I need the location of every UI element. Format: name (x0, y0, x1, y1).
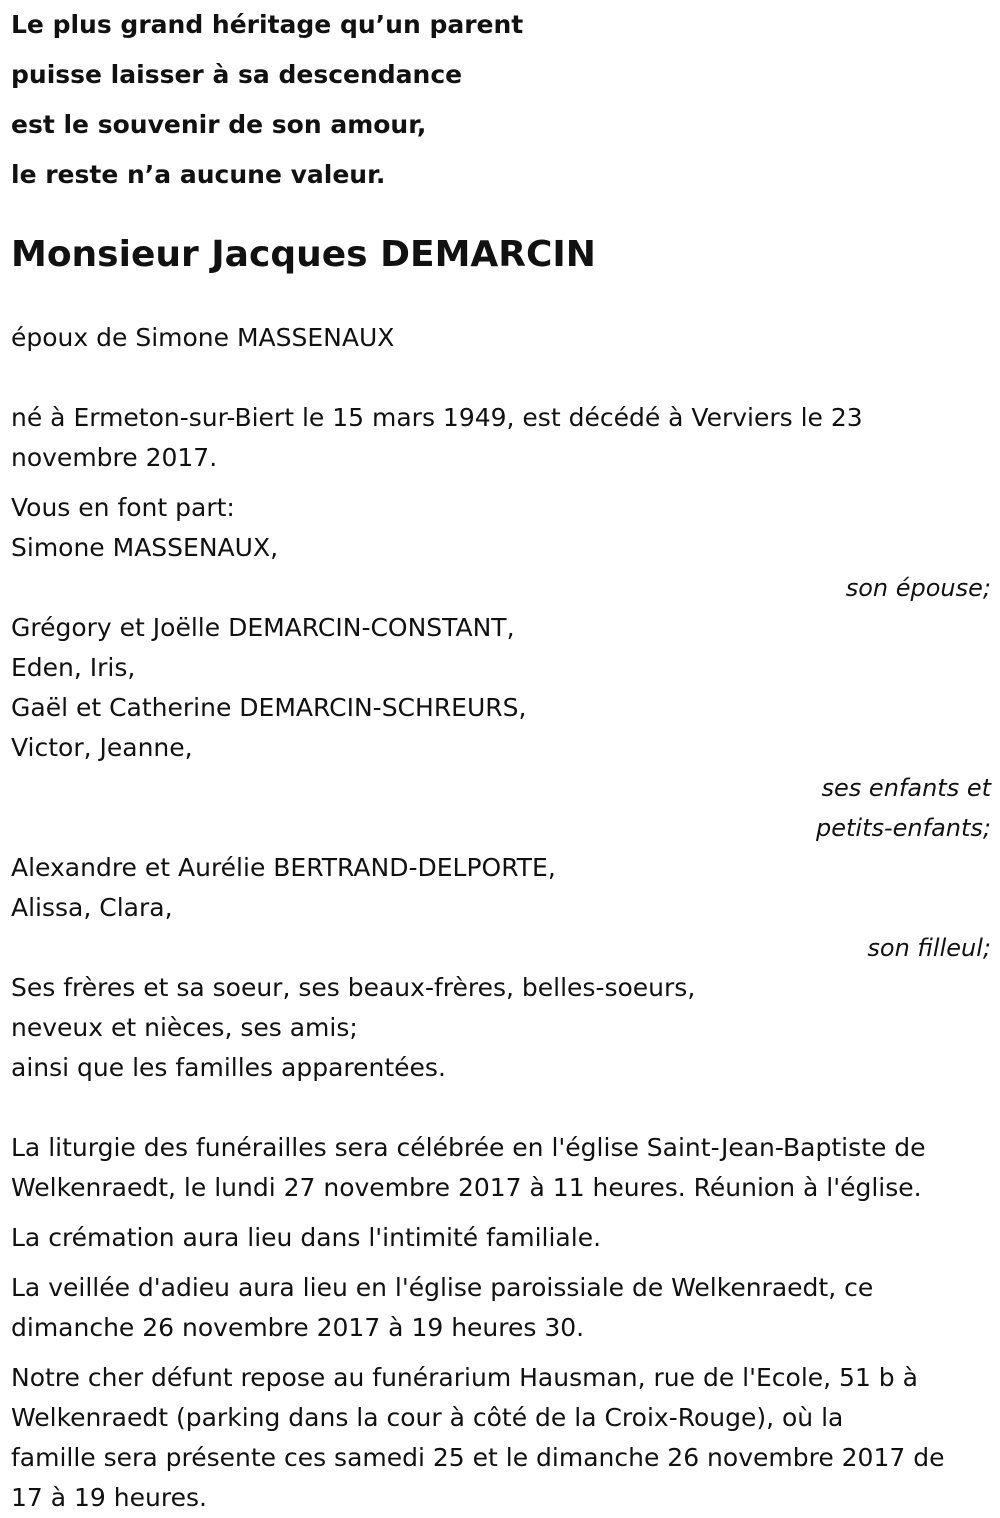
quote-line: le reste n’a aucune valeur. (11, 160, 386, 189)
quote-line: est le souvenir de son amour, (11, 110, 427, 139)
birth-death-line: novembre 2017. (11, 443, 218, 472)
relatives-line: ainsi que les familles apparentées. (11, 1053, 446, 1082)
children-line: Victor, Jeanne, (11, 733, 193, 762)
funeral-details (11, 1128, 991, 1518)
birth-death-line: né à Ermeton-sur-Biert le 15 mars 1949, est décédé à Verviers le 23 (11, 403, 863, 432)
announcement-intro: Vous en font part: (11, 493, 235, 522)
repose-line: Notre cher défunt repose au funérarium Hausman, rue de l'Ecole, 51 b à (11, 1363, 918, 1392)
liturgy-line: La liturgie des funérailles sera célébrée en l'église Saint-Jean-Baptiste de (11, 1133, 926, 1162)
godson-line: Alexandre et Aurélie BERTRAND-DELPORTE, (11, 853, 556, 882)
birth-death-info (11, 398, 991, 478)
godson-line: Alissa, Clara, (11, 893, 173, 922)
cremation-line: La crémation aura lieu dans l'intimité familiale. (11, 1223, 602, 1252)
obituary-notice (11, 0, 991, 1518)
relatives-line: Ses frères et sa soeur, ses beaux-frères, belles-soeurs, (11, 973, 696, 1002)
liturgy-line: Welkenraedt, le lundi 27 novembre 2017 à 11 heures. Réunion à l'église. (11, 1173, 922, 1202)
spouse-name: Simone MASSENAUX, (11, 533, 279, 562)
godson-role: son filleul; (867, 934, 991, 962)
children-line: Gaël et Catherine DEMARCIN-SCHREURS, (11, 693, 527, 722)
opening-quote (11, 0, 991, 200)
quote-line: puisse laisser à sa descendance (11, 60, 463, 89)
vigil-line: dimanche 26 novembre 2017 à 19 heures 30. (11, 1313, 585, 1342)
children-role: petits-enfants; (816, 814, 991, 842)
quote-line: Le plus grand héritage qu’un parent (11, 10, 524, 39)
children-line: Eden, Iris, (11, 653, 136, 682)
vigil-line: La veillée d'adieu aura lieu en l'église paroissiale de Welkenraedt, ce (11, 1273, 874, 1302)
repose-line: 17 à 19 heures. (11, 1483, 207, 1512)
repose-line: Welkenraedt (parking dans la cour à côté de la Croix-Rouge), où la (11, 1403, 844, 1432)
deceased-name: Monsieur Jacques DEMARCIN (11, 234, 596, 275)
children-role: ses enfants et (821, 774, 991, 802)
spouse-role: son épouse; (845, 574, 991, 602)
children-line: Grégory et Joëlle DEMARCIN-CONSTANT, (11, 613, 515, 642)
relatives-line: neveux et nièces, ses amis; (11, 1013, 358, 1042)
spouse-line: époux de Simone MASSENAUX (11, 323, 395, 352)
repose-line: famille sera présente ces samedi 25 et le dimanche 26 novembre 2017 de (11, 1443, 945, 1472)
family-announcement (11, 488, 991, 1088)
